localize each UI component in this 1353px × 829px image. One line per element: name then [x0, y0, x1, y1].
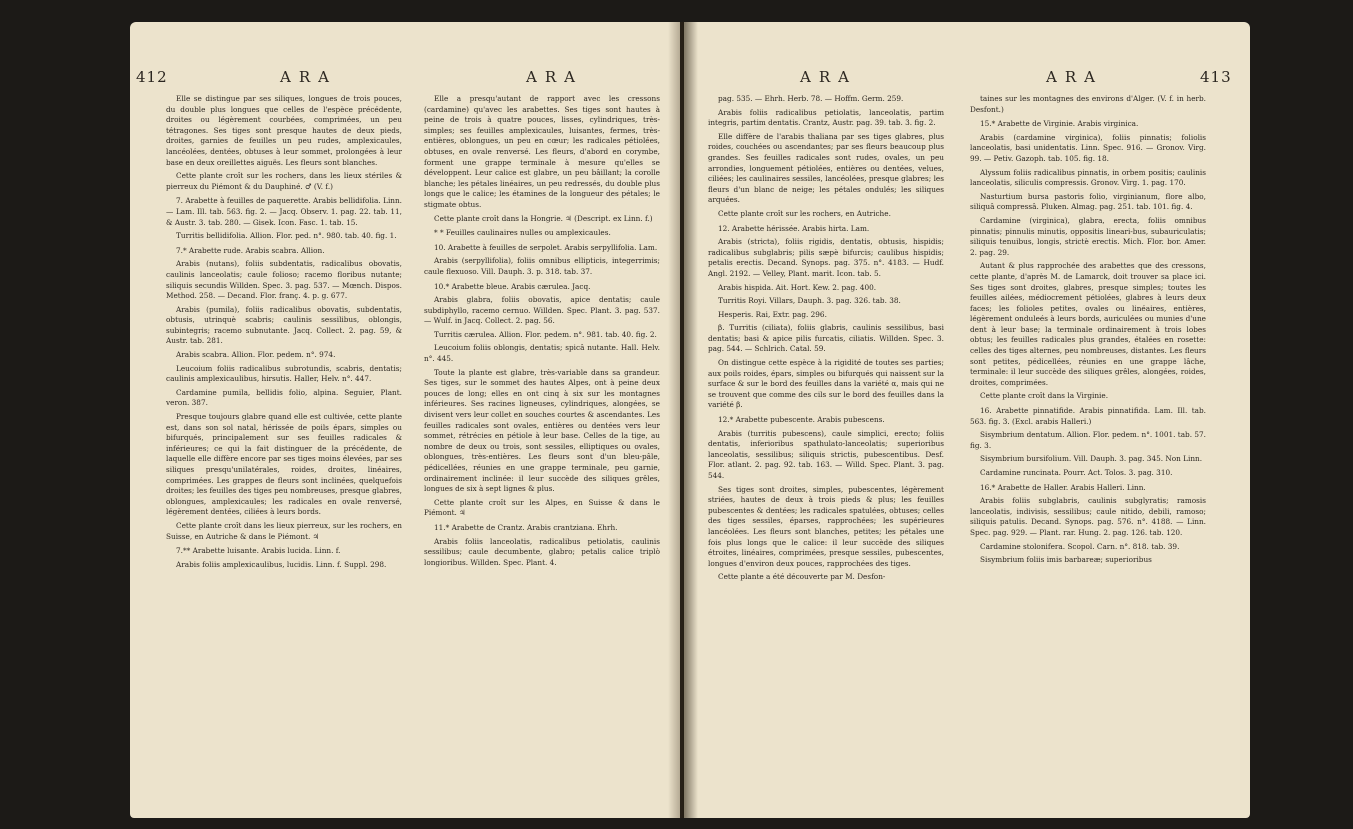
paragraph: Alyssum foliis radicalibus pinnatis, in orbem positis; caulinis lanceolatis, siliculis compressis. Gronov. Virg. 1. pag. 170.: [970, 167, 1206, 188]
paragraph: Cette plante croît sur les Alpes, en Suisse & dans le Piémont. ♃: [424, 497, 660, 518]
paragraph: Cette plante croît sur les rochers, en Autriche.: [718, 208, 891, 218]
paragraph: Cette plante croît sur les rochers, dans les lieux stériles & pierreux du Piémont & du Dauphiné. ♂ (V. f.): [166, 171, 402, 191]
paragraph: Arabis hispida. Ait. Hort. Kew. 2. pag. 400.: [718, 282, 877, 292]
paragraph: Cette plante a été découverte par M. Desfon-: [718, 572, 886, 582]
paragraph: Arabis foliis subglabris, caulinis subglyratis; ramosis lanceolatis, indivisis, sessilibus; caule nitido, debili, ramoso; siliquis patulis. Decand. Synops. pag. 576. n°. 4188. — Linn. Spec. pag. 929. — Plant. rar. Hung. 2. pag. 126. tab. 120.: [970, 496, 1206, 537]
paragraph: β. Turritis (ciliata), foliis glabris, caulinis sessilibus, basi dentatis; basi & apice pilis furcatis, ciliatis. Willden. Spec. 3. pag. 544. — Schlrich. Catal. 59.: [708, 323, 944, 354]
paragraph: Arabis scabra. Allion. Flor. pedem. n°. 974.: [176, 350, 336, 360]
paragraph: On distingue cette espèce à la rigidité de toutes ses parties; aux poils roides, épars, simples ou bifurqués qui naissent sur la surface & sur le bord des feuilles dans la variété α, mais qui ne se trouvent que comme des cils sur le bord des feuilles dans la variété β.: [708, 358, 944, 410]
paragraph: 16. Arabette pinnatifide. Arabis pinnatifida. Lam. Ill. tab. 563. fig. 3. (Excl. arabis Halleri.): [970, 406, 1206, 426]
paragraph: 11.* Arabette de Crantz. Arabis crantziana. Ehrh.: [434, 522, 618, 532]
paragraph: Arabis foliis amplexicaulibus, lucidis. Linn. f. Suppl. 298.: [176, 559, 387, 569]
left-page: [130, 22, 680, 818]
paragraph: Cette plante croît dans la Hongrie. ♃ (Descript. ex Linn. f.): [434, 213, 653, 223]
paragraph: Sisymbrium bursifolium. Vill. Dauph. 3. pag. 345. Non Linn.: [980, 454, 1203, 464]
paragraph: Toute la plante est glabre, très-variable dans sa grandeur. Ses tiges, sur le sommet des hautes Alpes, ont à peine deux pouces de long; elles en ont cinq à six sur les montagnes inférieures. Ses racines ligneuses, cylindriques, alongées, se divisent vers leur collet en souches courtes & ascendantes. Les feuilles radicales sont ovales, entières ou dentées vers leur sommet, rétrécies en pétiole à leur base. Celles de la tige, au nombre de deux ou trois, sont sessiles, elliptiques ou ovales, oblongues, très-entières. Les fleurs sont d'un bleu-pâle, pédicellées, réunies en une grappe terminale, peu garnie, ordinairement inclinée: il leur succède des siliques grêles, longues de six à sept lignes & plus.: [424, 367, 660, 494]
paragraph: Ses tiges sont droites, simples, pubescentes, légèrement striées, hautes de deux à trois pieds & plus; les feuilles pubescentes & dentées; les radicales spatulées, obtuses; celles des tiges sessiles, éparses, rapprochées; les supérieures lancéolées. Les fleurs sont blanches, petites; les pétales une fois plus longs que le calice: il leur succède des siliques étroites, linéaires, comprimées, presque sessiles, pubescentes, longues d'environ deux pouces, rapprochées des tiges.: [708, 484, 944, 568]
paragraph: Elle se distingue par ses siliques, longues de trois pouces, du double plus longues que celles de l'espèce précédente, droites ou légèrement courbées, comprimées, un peu tétragones. Ses tiges sont presque hautes de deux pieds, droites, garnies de feuilles un peu rudes, amplexicaules, lancéolées, dentées, obtuses à leur sommet, prolongées à leur base en deux oreillettes aiguës. Les fleurs sont blanches.: [166, 94, 402, 167]
paragraph: Cette plante croît dans la Virginie.: [980, 391, 1109, 401]
paragraph: pag. 535. — Ehrh. Herb. 78. — Hoffm. Germ. 259.: [718, 94, 904, 103]
paragraph: Arabis foliis lanceolatis, radicalibus petiolatis, caulinis sessilibus; caule decumbente, glabro; petalis calice triplò longioribus. Willden. Spec. Plant. 4.: [424, 536, 660, 567]
running-head-word: ARA: [280, 68, 337, 86]
paragraph: Arabis glabra, foliis obovatis, apice dentatis; caule subdiphyllo, racemo cernuo. Willden. Spec. Plant. 3. pag. 537. — Wulf. in Jacq. Collect. 2. pag. 56.: [424, 295, 660, 326]
paragraph: Elle a presqu'autant de rapport avec les cressons (cardamine) qu'avec les arabettes. Ses tiges sont hautes à peine de trois à quatre pouces, lisses, cylindriques, très-simples; ses feuilles amplexicaules, luisantes, fermes, très-entières, oblongues, un peu en cœur; les radicales pétiolées, obtuses, en ovale renversé. Les fleurs, d'abord en corymbe, forment une grappe terminale à mesure qu'elles se développent. Leur calice est glabre, un peu bâillant; la corolle blanche; les pétales linéaires, un peu redressés, du double plus longs que le calice; les étamines de la longueur des pétales; le stigmate obtus.: [424, 94, 660, 209]
paragraph: 16.* Arabette de Haller. Arabis Halleri. Linn.: [980, 482, 1146, 492]
running-head-word: ARA: [1046, 68, 1103, 86]
running-head-word: ARA: [526, 68, 583, 86]
paragraph: Turritis Royi. Villars, Dauph. 3. pag. 326. tab. 38.: [718, 296, 901, 306]
running-head-word: ARA: [800, 68, 857, 86]
paragraph: Arabis (pumila), foliis radicalibus obovatis, subdentatis, obtusis, utrinquè scabris; caulinis sessilibus, oblongis, subintegris; racemo subnutante. Jacq. Collect. 2. pag. 59, & Austr. tab. 281.: [166, 304, 402, 346]
paragraph: Arabis foliis radicalibus petiolatis, lanceolatis, partim integris, partim dentatis. Crantz, Austr. pag. 39. tab. 3. fig. 2.: [708, 107, 944, 128]
paragraph: Elle diffère de l'arabis thaliana par ses tiges glabres, plus roides, couchées ou ascendantes; par ses fleurs beaucoup plus grandes. Ses feuilles radicales sont rudes, ovales, un peu arrondies, longuement pétiolées, entières ou dentées, velues, ciliées; les caulinaires sessiles, lancéolées, presque glabres; les fleurs d'un blanc de neige; les pétales ondulés; les siliques arquées.: [708, 131, 944, 205]
right-page: [684, 22, 1250, 818]
paragraph: Cardamine stolonifera. Scopol. Carn. n°. 818. tab. 39.: [980, 541, 1180, 551]
paragraph: Cette plante croît dans les lieux pierreux, sur les rochers, en Suisse, en Autriche & dans le Piémont. ♃: [166, 520, 402, 541]
page-number: 412: [136, 68, 168, 86]
paragraph: 7. Arabette à feuilles de paquerette. Arabis bellidifolia. Linn. — Lam. Ill. tab. 563. fig. 2. — Jacq. Observ. 1. pag. 22. tab. 11, & Austr. 3. tab. 280. — Gisek. Icon. Fasc. 1. tab. 15.: [166, 196, 402, 227]
paragraph: Cardamine runcinata. Pourr. Act. Tolos. 3. pag. 310.: [980, 468, 1173, 477]
left-running-head: [130, 68, 680, 92]
paragraph: Autant & plus rapprochée des arabettes que des cressons, cette plante, d'après M. de Lamarck, doit trouver sa place ici. Ses tiges sont droites, glabres, presque simples; toutes les feuilles ailées, médiocrement pétiolées, glabres à leurs deux faces; les folioles petites, ovales ou linéaires, entières, légèrement onduleés à leurs bords, auriculées ou munies d'une dent à leur base; la terminale ordinairement à trois lobes obtus; les feuilles radicales plus grandes, étalées en rosette: celles des tiges alternes, peu nombreuses, distantes. Les fleurs sont petites, pédicellées, réunies en une grappe lâche, terminale: il leur succède des siliques grêles, alongées, roides, droites, comprimées.: [970, 261, 1206, 387]
left-column-2: [424, 94, 660, 571]
paragraph: Cardamine (virginica), glabra, erecta, foliis omnibus pinnatis; pinnulis minutis, oppositis lineari-bus, subauriculatis; siliquis tenuibus, longis, strictè erectis. Mich. Flor. bor. Amer. 2. pag. 29.: [970, 215, 1206, 257]
right-column-1: [708, 94, 944, 586]
paragraph: Arabis (nutans), foliis subdentatis, radicalibus obovatis, caulinis lanceolatis; caule folioso; racemo floribus nutante; siliquis secundis Willden. Spec. 3. pag. 537. — Mœnch. Dispos. Method. 258. — Decand. Flor. franç. 4. p. g. 677.: [166, 259, 402, 301]
paragraph: Leucoium foliis oblongis, dentatis; spicâ nutante. Hall. Helv. n°. 445.: [424, 343, 660, 364]
paragraph: Leucoium foliis radicalibus subrotundis, scabris, dentatis; caulinis amplexicaulibus, hirsutis. Haller, Helv. n°. 447.: [166, 363, 402, 384]
paragraph: taines sur les montagnes des environs d'Alger. (V. f. in herb. Desfont.): [970, 94, 1206, 114]
paragraph: 10. Arabette à feuilles de serpolet. Arabis serpyllifolia. Lam.: [434, 242, 658, 252]
paragraph: 10.* Arabette bleue. Arabis cærulea. Jacq.: [434, 281, 591, 291]
paragraph: Arabis (serpyllifolia), foliis omnibus ellipticis, integerrimis; caule flexuoso. Vill. Dauph. 3. p. 318. tab. 37.: [424, 256, 660, 276]
left-column-1: [166, 94, 402, 573]
paragraph: Hesperis. Rai, Extr. pag. 296.: [718, 309, 827, 319]
paragraph: * * Feuilles caulinaires nulles ou amplexicaules.: [434, 228, 611, 238]
page-number: 413: [1200, 68, 1232, 86]
paragraph: Sisymbrium foliis imis barbareæ; superioribus: [980, 555, 1152, 565]
paragraph: Arabis (turritis pubescens), caule simplici, erecto; foliis dentatis, inferioribus spathulato-lanceolatis; superioribus lanceolatis, sessilibus; siliquis strictis, pubescentibus. Desf. Flor. atlant. 2. pag. 92. tab. 163. — Willd. Spec. Plant. 3. pag. 544.: [708, 428, 944, 480]
paragraph: 7.** Arabette luisante. Arabis lucida. Linn. f.: [176, 546, 341, 556]
paragraph: Turritis bellidifolia. Allion. Flor. ped. n°. 980. tab. 40. fig. 1.: [176, 231, 397, 241]
paragraph: Nasturtium bursa pastoris folio, virginianum, flore albo, siliquâ compressâ. Pluken. Almag. pag. 251. tab. 101. fig. 4.: [970, 191, 1206, 212]
right-running-head: [684, 68, 1250, 92]
paragraph: Arabis (stricta), foliis rigidis, dentatis, obtusis, hispidis; radicalibus subglabris; pilis sæpè bifurcis; caulibus hispidis; petalis erectis. Decand. Synops. pag. 375. n°. 4183. — Hudf. Angl. 2192. — Velley, Plant. marit. Icon. tab. 5.: [708, 237, 944, 278]
paragraph: 15.* Arabette de Virginie. Arabis virginica.: [980, 119, 1139, 129]
paragraph: Presque toujours glabre quand elle est cultivée, cette plante est, dans son sol natal, hérissée de poils épars, simples ou bifurqués, principalement sur ses feuilles radicales & inférieures; ce qui la fait distinguer de la précédente, de laquelle elle diffère encore par ses tiges moins élevées, par ses siliques presqu'unilatérales, roides, droites, linéaires, comprimées. Les grappes de fleurs sont inclinées, quelquefois droites; les feuilles des tiges peu nombreuses, presque glabres, oblongues, amplexicaules; les radicales en ovale renversé, légèrement dentées, ciliées à leurs bords.: [166, 412, 402, 517]
right-column-2: [970, 94, 1206, 569]
paragraph: 7.* Arabette rude. Arabis scabra. Allion.: [176, 245, 325, 255]
paragraph: Arabis (cardamine virginica), foliis pinnatis; foliolis lanceolatis, basi unidentatis. Linn. Spec. 916. — Gronov. Virg. 99. — Petiv. Gazoph. tab. 105. fig. 18.: [970, 132, 1206, 163]
paragraph: Turritis cærulea. Allion. Flor. pedem. n°. 981. tab. 40. fig. 2.: [434, 329, 657, 339]
paragraph: Cardamine pumila, bellidis folio, alpina. Seguier, Plant. veron. 387.: [166, 387, 402, 408]
paragraph: 12. Arabette hérissée. Arabis hirta. Lam.: [718, 223, 870, 233]
paragraph: Sisymbrium dentatum. Allion. Flor. pedem. n°. 1001. tab. 57. fig. 3.: [970, 430, 1206, 450]
paragraph: 12.* Arabette pubescente. Arabis pubescens.: [718, 415, 885, 425]
